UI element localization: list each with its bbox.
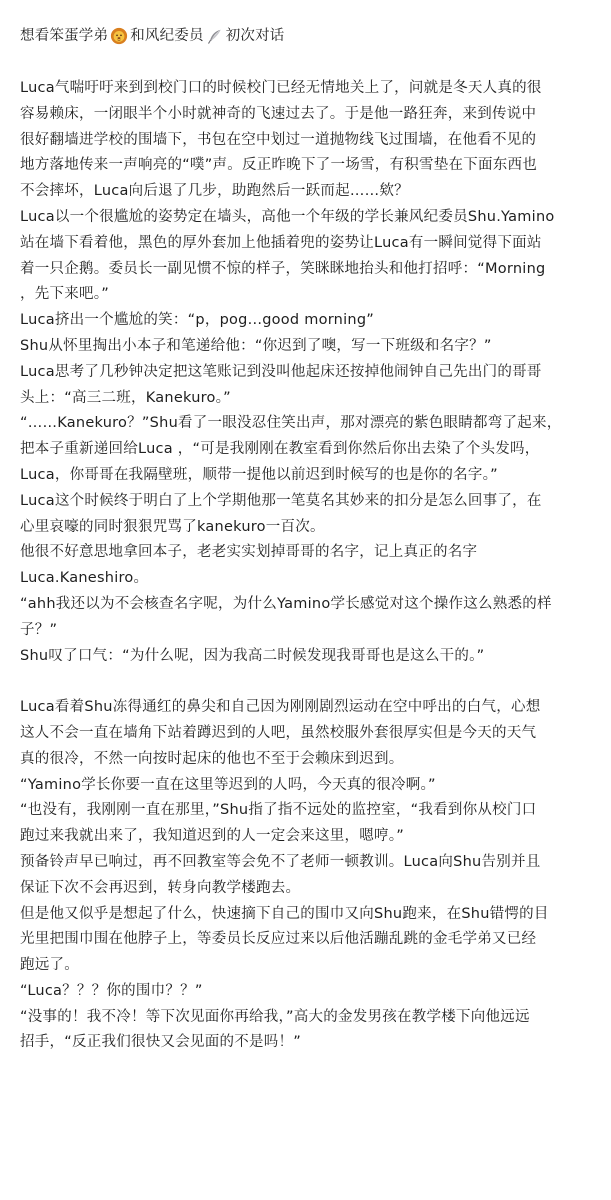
title-part-1: 想看笨蛋学弟 xyxy=(20,28,109,44)
paragraph: Shu从怀里掏出小本子和笔递给他：“你迟到了噢，写一下班级和名字？” xyxy=(20,337,492,354)
paragraph: Shu叹了口气：“为什么呢，因为我高二时候发现我哥哥也是这么干的。” xyxy=(20,647,485,664)
paragraph: “没事的！我不冷！等下次见面你再给我，”高大的金发男孩在教学楼下向他远远 招手，“反正我们很快又会见面的不是吗！” xyxy=(20,1008,530,1051)
paragraph: Luca看着Shu冻得通红的鼻尖和自己因为刚刚剧烈运动在空中呼出的白气，心想 这人不会一直在墙角下站着蹲迟到的人吧，虽然校服外套很厚实但是今天的天气 真的很冷，不然一向按时起床的他也不至于会赖床到迟到。 xyxy=(20,699,541,767)
paragraph-spacer xyxy=(20,669,591,695)
paragraph: “也没有，我刚刚一直在那里，”Shu指了指不远处的监控室，“我看到你从校门口 跑过来我就出来了，我知道迟到的人一定会来这里，嗯哼。” xyxy=(20,802,537,845)
feather-icon xyxy=(206,27,224,45)
paragraph: Luca气喘吁吁来到到校门口的时候校门已经无情地关上了，问就是冬天人真的很 容易赖床，一闭眼半个小时就神奇的飞速过去了。于是他一路狂奔，来到传说中 很好翻墙进学校的围墙下，书包在空中划过一道抛物线飞过围墙，在他看不见的 地方落地传来一声响亮的“噗”声。反正昨晚下了一场雪，有积雪垫在下面东西也 不会摔坏，Luca向后退了几步，助跑然后一跃而起……欸？ xyxy=(20,80,542,200)
paragraph: 预备铃声早已响过，再不回教室等会免不了老师一顿教训。Luca向Shu告别并且 保证下次不会再迟到，转身向教学楼跑去。 xyxy=(20,853,541,896)
paragraph: “Yamino学长你要一直在这里等迟到的人吗，今天真的很冷啊。” xyxy=(20,776,436,793)
paragraph: Luca这个时候终于明白了上个学期他那一笔莫名其妙来的扣分是怎么回事了，在 心里哀嚎的同时狠狠咒骂了kanekuro一百次。 xyxy=(20,492,542,535)
paragraph: 他很不好意思地拿回本子，老老实实划掉哥哥的名字，记上真正的名字 Luca.Kaneshiro。 xyxy=(20,544,478,587)
paragraph: “……Kanekuro？”Shu看了一眼没忍住笑出声，那对漂亮的紫色眼睛都弯了起来， 把本子重新递回给Luca ，“可是我刚刚在教室看到你然后你出去染了个头发吗， Luca，你哥哥在我隔壁班，顺带一提他以前迟到时候写的也是你的名字。” xyxy=(20,415,562,483)
story-body xyxy=(20,76,591,1056)
paragraph: “Luca？？？你的围巾？？” xyxy=(20,982,203,999)
lion-face-icon xyxy=(110,27,128,45)
paragraph: Luca挤出一个尴尬的笑：“p，pog...good morning” xyxy=(20,312,375,329)
paragraph: Luca以一个很尴尬的姿势定在墙头，高他一个年级的学长兼风纪委员Shu.Yamino 站在墙下看着他，黑色的厚外套加上他插着兜的姿势让Luca有一瞬间觉得下面站 着一只企鹅。委员长一副见惯不惊的样子，笑眯眯地抬头和他打招呼：“Morning ，先下来吧。” xyxy=(20,208,555,303)
paragraph: Luca思考了几秒钟决定把这笔账记到没叫他起床还按掉他闹钟自己先出门的哥哥 头上：“高三二班，Kanekuro。” xyxy=(20,363,542,406)
paragraph: 但是他又似乎是想起了什么，快速摘下自己的围巾又向Shu跑来，在Shu错愕的目 光里把围巾围在他脖子上，等委员长反应过来以后他活蹦乱跳的金毛学弟又已经 跑远了。 xyxy=(20,905,549,974)
title-part-3: 初次对话 xyxy=(225,28,285,44)
title-part-2: 和风纪委员 xyxy=(130,28,204,44)
paragraph: “ahh我还以为不会核查名字呢，为什么Yamino学长感觉对这个操作这么熟悉的样 子？” xyxy=(20,595,552,638)
document-title xyxy=(20,24,591,48)
